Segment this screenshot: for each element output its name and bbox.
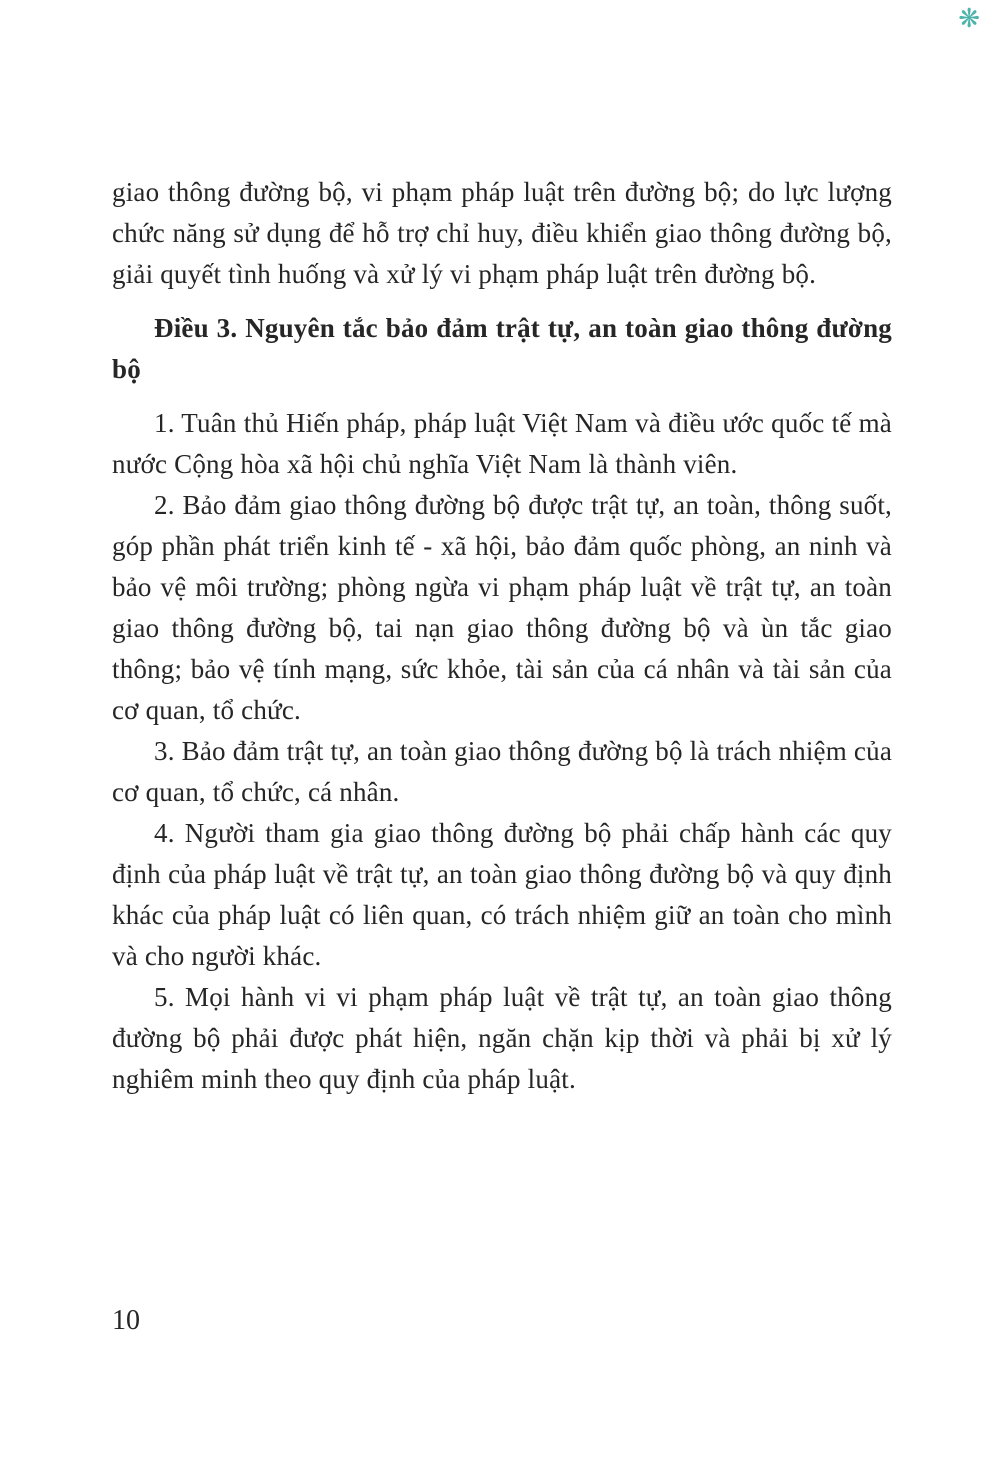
body-text: [112, 172, 892, 1100]
clause-4: 4. Người tham gia giao thông đường bộ phải chấp hành các quy định của pháp luật về trật tự, an toàn giao thông đường bộ và quy định khác của pháp luật có liên quan, có trách nhiệm giữ an toàn cho mình và cho người khác.: [112, 818, 892, 971]
clause-2: 2. Bảo đảm giao thông đường bộ được trật tự, an toàn, thông suốt, góp phần phát triển kinh tế - xã hội, bảo đảm quốc phòng, an ninh và bảo vệ môi trường; phòng ngừa vi phạm pháp luật về trật tự, an toàn giao thông đường bộ, tai nạn giao thông đường bộ và ùn tắc giao thông; bảo vệ tính mạng, sức khỏe, tài sản của cá nhân và tài sản của cơ quan, tổ chức.: [112, 490, 892, 725]
clause-3: 3. Bảo đảm trật tự, an toàn giao thông đường bộ là trách nhiệm của cơ quan, tổ chức, cá nhân.: [112, 736, 892, 807]
clause-1: 1. Tuân thủ Hiến pháp, pháp luật Việt Nam và điều ước quốc tế mà nước Cộng hòa xã hội chủ nghĩa Việt Nam là thành viên.: [112, 408, 892, 479]
flower-decoration-icon: ❋: [958, 4, 980, 33]
page-number: 10: [112, 1305, 140, 1336]
article-heading: Điều 3. Nguyên tắc bảo đảm trật tự, an toàn giao thông đường bộ: [112, 313, 892, 384]
clause-5: 5. Mọi hành vi vi phạm pháp luật về trật tự, an toàn giao thông đường bộ phải được phát hiện, ngăn chặn kịp thời và phải bị xử lý nghiêm minh theo quy định của pháp luật.: [112, 982, 892, 1094]
paragraph-continuation: giao thông đường bộ, vi phạm pháp luật trên đường bộ; do lực lượng chức năng sử dụng để hỗ trợ chỉ huy, điều khiển giao thông đường bộ, giải quyết tình huống và xử lý vi phạm pháp luật trên đường bộ.: [112, 177, 892, 289]
